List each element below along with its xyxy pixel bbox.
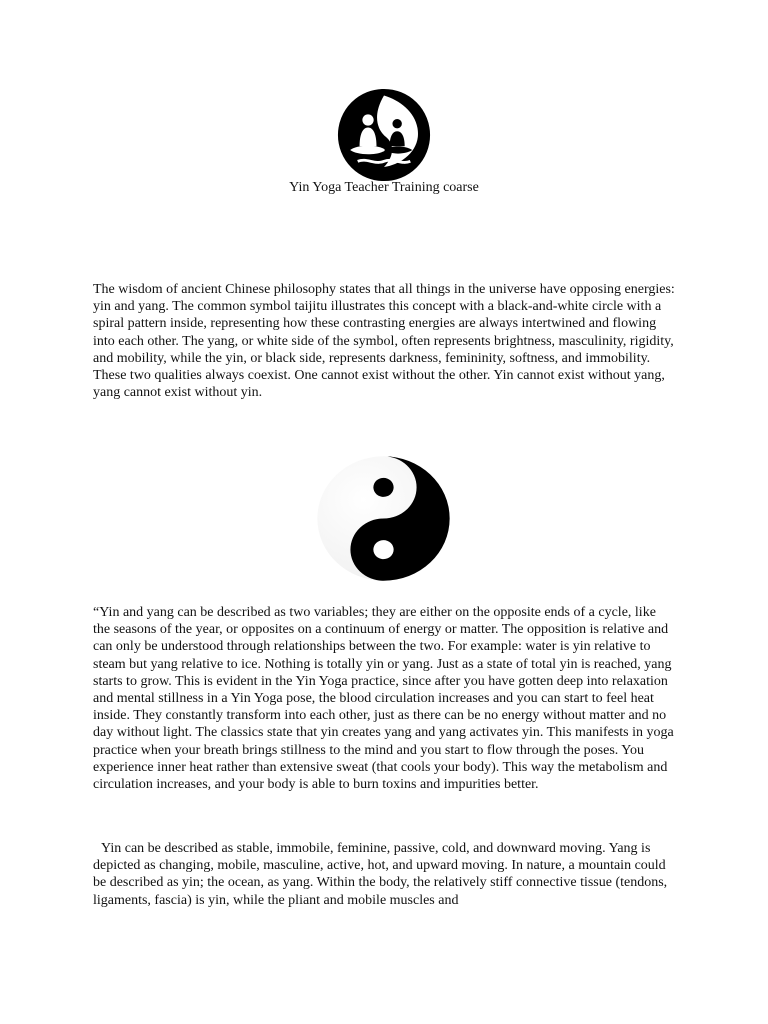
- paragraph-yin-yang-qualities: Yin can be described as stable, immobile, feminine, passive, cold, and downward moving. Yang is depicted as changing, mobile, masculine, active, hot, and upward moving. In nature, a mountain could be described as yin; the ocean, as yang. Within the body, the relatively stiff connective tissue (tendons, ligaments, fascia) is yin, while the pliant and mobile muscles and: [93, 841, 668, 908]
- yin-yoga-logo-icon: [337, 88, 431, 182]
- paragraph-quote: “Yin and yang can be described as two variables; they are either on the opposite ends of a cycle, like the seasons of the year, or opposites on a continuum of energy or matter. The opposition is relative and can only be understood through relationships between the two. For example: water is yin relative to steam but yang relative to ice. Nothing is totally yin or yang. Just as a state of total yin is reached, yang starts to grow. This is evident in the Yin Yoga practice, since after you have gotten deep into relaxation and mental stillness in a Yin Yoga pose, the blood circulation increases and you can start to feel heat inside. They constantly transform into each other, just as there can be no energy without matter and no day without light. The classics state that yin creates yang and yang activates yin. This manifests in yoga practice when your breath brings stillness to the mind and you start to flow through the poses. You experience inner heat rather than extensive sweat (that cools your body). This way the metabolism and circulation increases, and your body is able to burn toxins and impurities better.: [93, 605, 674, 793]
- paragraph-intro: The wisdom of ancient Chinese philosophy states that all things in the universe have opposing energies: yin and yang. The common symbol taijitu illustrates this concept with a black-and-white circle with a spiral pattern inside, representing how these contrasting energies are always intertwined and flowing into each other. The yang, or white side of the symbol, often represents brightness, masculinity, rigidity, and mobility, while the yin, or black side, represents darkness, femininity, softness, and immobility. These two qualities always coexist. One cannot exist without the other. Yin cannot exist without yang, yang cannot exist without yin.: [93, 282, 675, 401]
- document-subtitle: Yin Yoga Teacher Training coarse: [289, 180, 479, 195]
- yin-yang-symbol-icon: [316, 455, 451, 582]
